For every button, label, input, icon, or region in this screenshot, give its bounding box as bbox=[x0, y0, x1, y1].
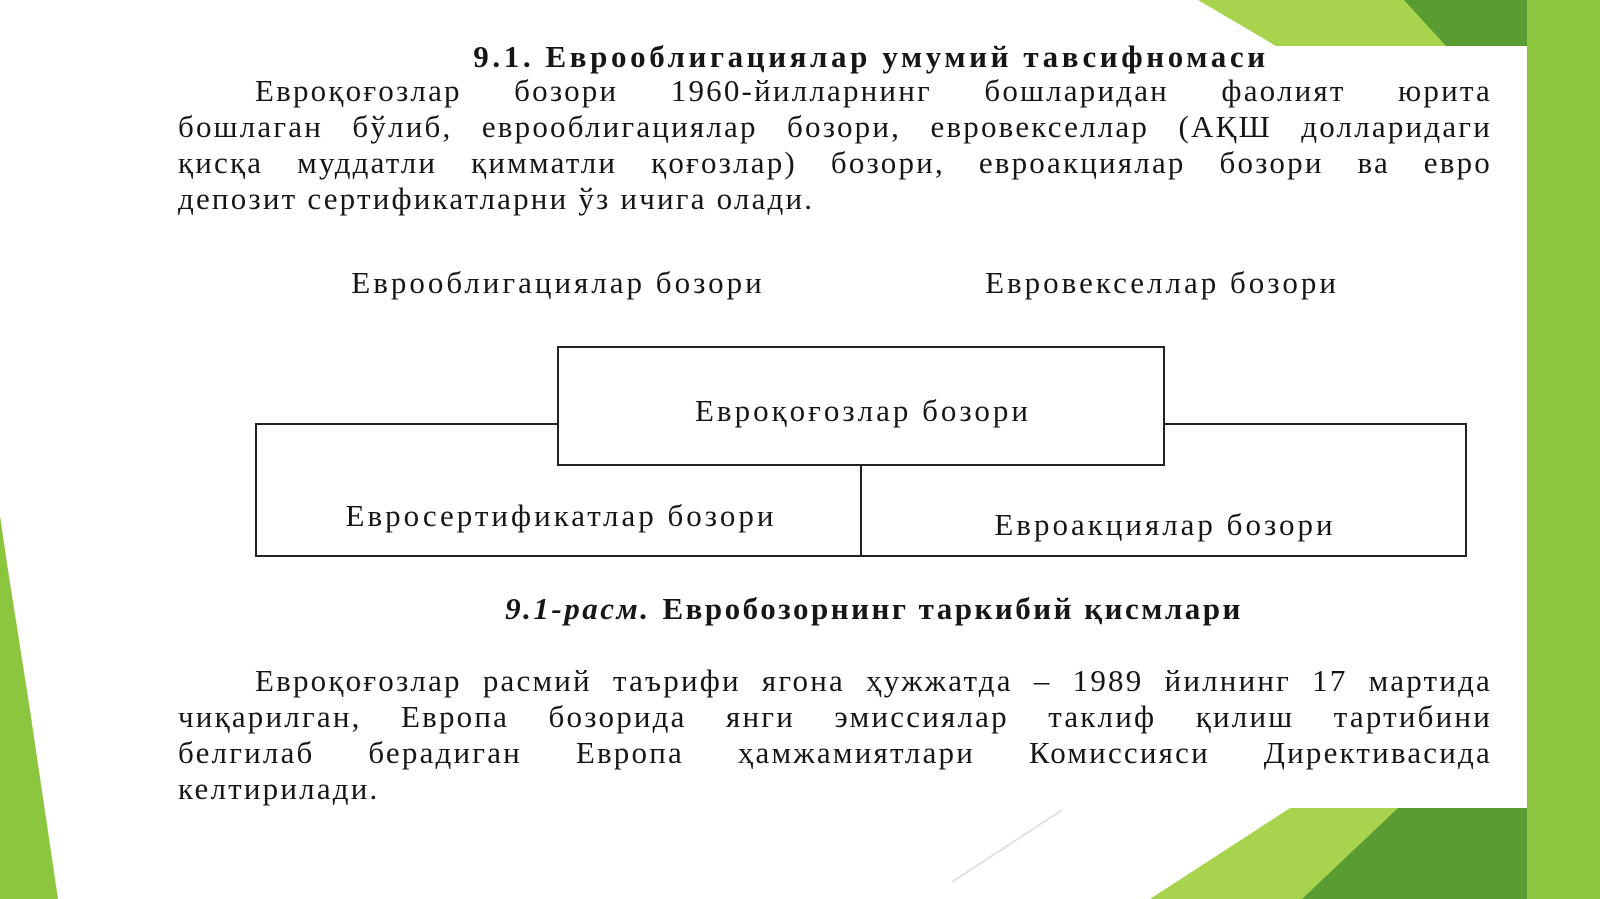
paragraph-definition bbox=[178, 663, 1492, 807]
paragraph-line: депозит сертификатларни ўз ичига олади. bbox=[178, 181, 815, 216]
paragraph-line: келтирилади. bbox=[178, 771, 380, 806]
paragraph-line: чиқарилган, Европа бозорида янги эмиссиялар таклиф қилиш тартибини bbox=[178, 699, 1492, 734]
label-euronotes-market: Евровекселлар бозори bbox=[985, 265, 1339, 300]
paragraph-line: бошлаган бўлиб, еврооблигациялар бозори, евровекселлар (АҚШ долларидаги bbox=[178, 109, 1492, 144]
label-eurobonds-market: Еврооблигациялар бозори bbox=[351, 265, 765, 300]
label-euroshares-market: Евроакциялар бозори bbox=[994, 507, 1336, 542]
paragraph-line: белгилаб берадиган Европа ҳамжамиятлари Комиссияси Директивасида bbox=[178, 735, 1492, 770]
figure-caption bbox=[178, 591, 1570, 627]
label-eurosecurities-market: Евроқоғозлар бозори bbox=[695, 393, 1031, 428]
section-title: 9.1. Еврооблигациялар умумий тавсифномаси bbox=[473, 39, 1269, 74]
figure-title: Евробозорнинг таркибий қисмлари bbox=[662, 591, 1243, 626]
figure-number: 9.1-расм. bbox=[505, 591, 651, 626]
paragraph-line: қисқа муддатли қимматли қоғозлар) бозори, евроакциялар бозори ва евро bbox=[178, 145, 1492, 180]
paragraph-line: Евроқоғозлар бозори 1960-йилларнинг бошларидан фаолият юрита bbox=[255, 73, 1492, 108]
label-eurocertificates-market: Евросертификатлар бозори bbox=[345, 498, 777, 533]
paragraph-line: Евроқоғозлар расмий таърифи ягона ҳужжатда – 1989 йилнинг 17 мартида bbox=[255, 663, 1492, 698]
